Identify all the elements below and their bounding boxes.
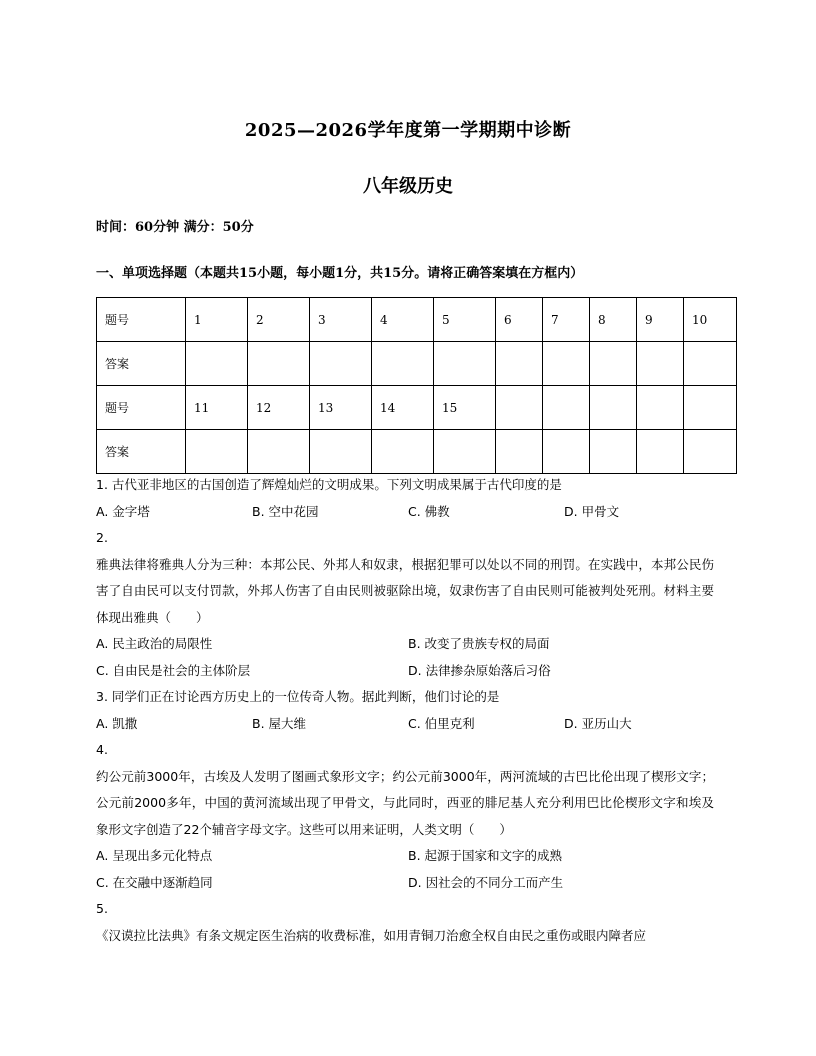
time-score-info: 时间：60分钟 满分：50分 xyxy=(96,220,254,235)
question-number: 9 xyxy=(637,298,684,342)
question-number: 7 xyxy=(543,298,590,342)
answer-cell[interactable] xyxy=(496,342,543,386)
answer-cell[interactable] xyxy=(637,342,684,386)
question-number: 4. xyxy=(96,742,108,757)
question-stem: 雅典法律将雅典人分为三种：本邦公民、外邦人和奴隶，根据犯罪可以处以不同的刑罚。在实践中，本邦公民伤害了自由民可以支付罚款，外邦人伤害了自由民则被驱除出境，奴隶伤害了自由民则可能被判处死刑。材料主要体现出雅典（ ） xyxy=(96,556,714,625)
option-b: B. 起源于国家和文字的成熟 xyxy=(408,848,563,863)
option-a: A. 民主政治的局限性 xyxy=(96,636,213,651)
empty-cell xyxy=(543,386,590,430)
answer-cell[interactable] xyxy=(310,342,372,386)
question-stem: 《汉谟拉比法典》有条文规定医生治病的收费标准，如用青铜刀治愈全权自由民之重伤或眼内障者应 xyxy=(96,927,647,943)
option-b: B. 空中花园 xyxy=(252,503,319,519)
table-row xyxy=(97,386,737,430)
empty-cell xyxy=(590,430,637,474)
question-number: 10 xyxy=(684,298,737,342)
empty-cell xyxy=(496,386,543,430)
question-stem: 约公元前3000年，古埃及人发明了图画式象形文字；约公元前3000年，两河流域的古巴比伦出现了楔形文字；公元前2000多年，中国的黄河流域出现了甲骨文，与此同时，西亚的腓尼基人充分利用巴比伦楔形文字和埃及象形文字创造了22个辅音字母文字。这些可以用来证明，人类文明（ ） xyxy=(96,768,714,837)
option-row xyxy=(96,711,721,738)
option-row xyxy=(96,658,721,685)
empty-cell xyxy=(637,430,684,474)
answer-cell[interactable] xyxy=(248,342,310,386)
row-label: 答案 xyxy=(97,342,186,386)
answer-cell[interactable] xyxy=(310,430,372,474)
option-row xyxy=(96,843,721,870)
option-row xyxy=(96,631,721,658)
option-c: C. 佛教 xyxy=(408,503,450,519)
option-a: A. 呈现出多元化特点 xyxy=(96,848,213,863)
section-heading: 一、单项选择题（本题共15小题，每小题1分，共15分。请将正确答案填在方框内） xyxy=(96,266,584,281)
option-d: D. 法律掺杂原始落后习俗 xyxy=(408,662,551,678)
subject-title: 八年级历史 xyxy=(363,176,453,197)
answer-cell[interactable] xyxy=(543,342,590,386)
question-stem: 1. 古代亚非地区的古国创造了辉煌灿烂的文明成果。下列文明成果属于古代印度的是 xyxy=(96,477,562,492)
table-row xyxy=(97,298,737,342)
row-label: 题号 xyxy=(97,298,186,342)
answer-cell[interactable] xyxy=(434,430,496,474)
question-number: 5 xyxy=(434,298,496,342)
questions-body xyxy=(96,472,721,949)
answer-cell[interactable] xyxy=(684,342,737,386)
option-c: C. 自由民是社会的主体阶层 xyxy=(96,662,251,678)
empty-cell xyxy=(496,430,543,474)
question-stem: 3. 同学们正在讨论西方历史上的一位传奇人物。据此判断，他们讨论的是 xyxy=(96,689,500,704)
answer-cell[interactable] xyxy=(186,430,248,474)
option-c: C. 伯里克利 xyxy=(408,715,475,731)
empty-cell xyxy=(637,386,684,430)
option-d: D. 甲骨文 xyxy=(564,503,620,519)
answer-cell[interactable] xyxy=(248,430,310,474)
answer-cell[interactable] xyxy=(186,342,248,386)
question-number: 6 xyxy=(496,298,543,342)
option-c: C. 在交融中逐渐趋同 xyxy=(96,874,213,890)
question-number: 2 xyxy=(248,298,310,342)
option-a: A. 凯撒 xyxy=(96,715,138,731)
answer-cell[interactable] xyxy=(590,342,637,386)
question-number: 11 xyxy=(186,386,248,430)
empty-cell xyxy=(590,386,637,430)
answer-cell[interactable] xyxy=(372,342,434,386)
option-a: A. 金字塔 xyxy=(96,503,150,519)
question-number: 2. xyxy=(96,530,108,545)
empty-cell xyxy=(543,430,590,474)
question-number: 1 xyxy=(186,298,248,342)
answer-cell[interactable] xyxy=(372,430,434,474)
exam-title: 2025—2026学年度第一学期期中诊断 xyxy=(244,120,572,141)
question-number: 15 xyxy=(434,386,496,430)
table-row xyxy=(97,430,737,474)
option-d: D. 亚历山大 xyxy=(564,715,632,731)
option-row xyxy=(96,870,721,897)
row-label: 答案 xyxy=(97,430,186,474)
question-number: 4 xyxy=(372,298,434,342)
question-number: 13 xyxy=(310,386,372,430)
answer-cell[interactable] xyxy=(434,342,496,386)
question-number: 14 xyxy=(372,386,434,430)
option-b: B. 屋大维 xyxy=(252,715,307,731)
empty-cell xyxy=(684,386,737,430)
answer-table xyxy=(96,297,737,474)
table-row xyxy=(97,342,737,386)
option-row xyxy=(96,499,721,526)
question-number: 8 xyxy=(590,298,637,342)
row-label: 题号 xyxy=(97,386,186,430)
question-number: 3 xyxy=(310,298,372,342)
question-number: 5. xyxy=(96,901,108,916)
option-d: D. 因社会的不同分工而产生 xyxy=(408,874,564,890)
empty-cell xyxy=(684,430,737,474)
question-number: 12 xyxy=(248,386,310,430)
option-b: B. 改变了贵族专权的局面 xyxy=(408,636,550,651)
